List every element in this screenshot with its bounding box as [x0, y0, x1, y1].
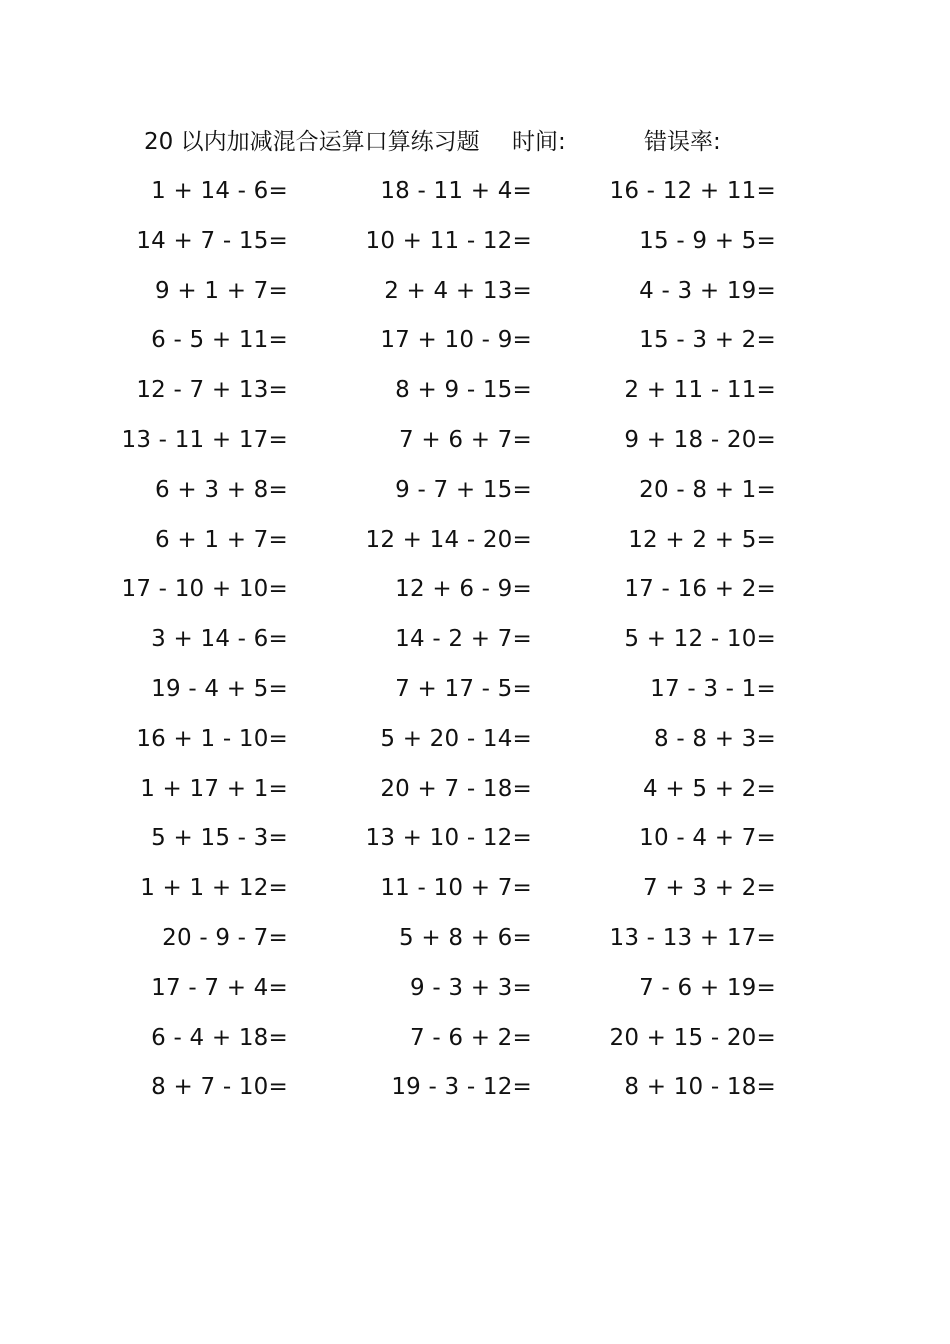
problem-row — [0, 1019, 950, 1069]
problem-grid — [0, 172, 950, 1118]
problem: 14 - 2 + 7= — [395, 626, 532, 653]
problem: 1 + 17 + 1= — [140, 775, 288, 802]
problem-row — [0, 570, 950, 620]
problem: 2 + 4 + 13= — [384, 277, 532, 304]
problem: 20 + 15 - 20= — [609, 1024, 776, 1051]
problem-row — [0, 521, 950, 571]
problem-row — [0, 421, 950, 471]
problem: 17 + 10 - 9= — [380, 327, 532, 354]
problem: 5 + 8 + 6= — [399, 924, 532, 951]
problem-row — [0, 819, 950, 869]
problem: 9 - 7 + 15= — [395, 476, 532, 503]
problem: 11 - 10 + 7= — [380, 875, 532, 902]
problem: 5 + 20 - 14= — [380, 725, 532, 752]
problem-row — [0, 919, 950, 969]
problem: 8 + 7 - 10= — [151, 1074, 288, 1101]
problem: 4 + 5 + 2= — [643, 775, 776, 802]
problem: 16 + 1 - 10= — [136, 725, 288, 752]
problem-row — [0, 770, 950, 820]
time-label: 时间: — [512, 129, 566, 155]
problem: 10 + 11 - 12= — [365, 227, 532, 254]
problem: 17 - 3 - 1= — [650, 675, 776, 702]
problem: 20 + 7 - 18= — [380, 775, 532, 802]
problem: 12 + 14 - 20= — [365, 526, 532, 553]
problem-row — [0, 471, 950, 521]
problem: 15 - 3 + 2= — [639, 327, 776, 354]
problem: 17 - 7 + 4= — [151, 974, 288, 1001]
problem: 7 + 3 + 2= — [643, 875, 776, 902]
problem-row — [0, 272, 950, 322]
problem: 20 - 8 + 1= — [639, 476, 776, 503]
problem: 3 + 14 - 6= — [151, 626, 288, 653]
problem: 12 + 2 + 5= — [628, 526, 776, 553]
problem: 12 + 6 - 9= — [395, 576, 532, 603]
problem: 5 + 15 - 3= — [151, 825, 288, 852]
problem-row — [0, 620, 950, 670]
problem: 13 - 11 + 17= — [121, 426, 288, 453]
problem: 7 - 6 + 2= — [410, 1024, 532, 1051]
problem: 6 - 5 + 11= — [151, 327, 288, 354]
problem: 1 + 1 + 12= — [140, 875, 288, 902]
problem: 7 + 17 - 5= — [395, 675, 532, 702]
problem: 8 + 10 - 18= — [624, 1074, 776, 1101]
problem-row — [0, 1068, 950, 1118]
error-rate-label: 错误率: — [644, 129, 721, 155]
problem: 16 - 12 + 11= — [609, 178, 776, 204]
worksheet-title: 20 以内加减混合运算口算练习题 — [144, 129, 480, 155]
problem: 5 + 12 - 10= — [624, 626, 776, 653]
problem: 13 + 10 - 12= — [365, 825, 532, 852]
problem: 9 + 1 + 7= — [155, 277, 288, 304]
problem-row — [0, 670, 950, 720]
problem: 9 + 18 - 20= — [624, 426, 776, 453]
problem: 17 - 16 + 2= — [624, 576, 776, 603]
problem: 10 - 4 + 7= — [639, 825, 776, 852]
problem: 6 + 1 + 7= — [155, 526, 288, 553]
problem-row — [0, 720, 950, 770]
problem: 6 - 4 + 18= — [151, 1024, 288, 1051]
problem: 15 - 9 + 5= — [639, 227, 776, 254]
problem-row — [0, 969, 950, 1019]
problem: 4 - 3 + 19= — [639, 277, 776, 304]
problem: 14 + 7 - 15= — [136, 227, 288, 254]
problem: 12 - 7 + 13= — [136, 377, 288, 404]
problem: 17 - 10 + 10= — [121, 576, 288, 603]
problem-row — [0, 321, 950, 371]
problem: 19 - 4 + 5= — [151, 675, 288, 702]
problem: 19 - 3 - 12= — [391, 1074, 532, 1101]
problem-row — [0, 371, 950, 421]
problem-row — [0, 172, 950, 222]
problem: 7 - 6 + 19= — [639, 974, 776, 1001]
problem: 13 - 13 + 17= — [609, 924, 776, 951]
problem: 1 + 14 - 6= — [151, 178, 288, 204]
problem: 2 + 11 - 11= — [624, 377, 776, 404]
problem: 8 - 8 + 3= — [654, 725, 776, 752]
problem-row — [0, 869, 950, 919]
problem: 18 - 11 + 4= — [380, 178, 532, 204]
problem: 8 + 9 - 15= — [395, 377, 532, 404]
worksheet-header — [144, 124, 784, 160]
problem-row — [0, 222, 950, 272]
problem: 9 - 3 + 3= — [410, 974, 532, 1001]
problem: 20 - 9 - 7= — [162, 924, 288, 951]
problem: 6 + 3 + 8= — [155, 476, 288, 503]
problem: 7 + 6 + 7= — [399, 426, 532, 453]
